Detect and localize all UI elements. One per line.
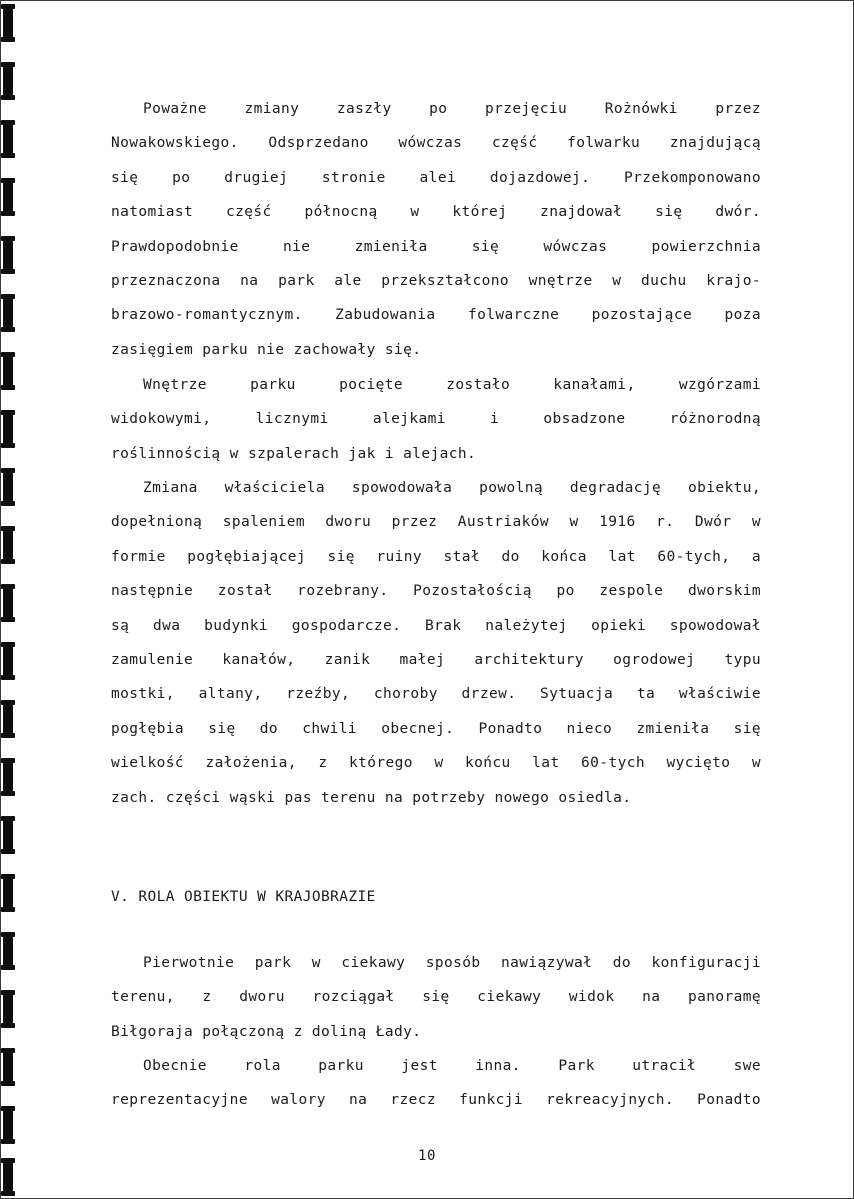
text-line: Biłgoraja połączoną z doliną Łady. — [111, 1023, 422, 1040]
text-line: zasięgiem parku nie zachowały się. — [111, 341, 422, 358]
text-line: Pierwotnie park w ciekawy sposób nawiązywał do konfiguracji — [143, 955, 761, 971]
binding-hole — [3, 64, 13, 98]
binding-hole — [3, 1160, 13, 1194]
paragraph-current-role — [111, 1049, 761, 1118]
binding-hole — [3, 818, 13, 852]
binding-hole — [3, 122, 13, 156]
text-line: zamulenie kanałów, zanik małej architektury ogrodowej typu — [111, 651, 761, 668]
text-line: widokowymi, licznymi alejkami i obsadzone różnorodną — [111, 411, 761, 428]
text-line: Obecnie rola parku jest inna. Park utracił swe — [143, 1058, 761, 1074]
page-number: 10 — [417, 1148, 437, 1164]
text-line: formie pogłębiającej się ruiny stał do końca lat 60-tych, a — [111, 548, 761, 565]
binding-hole — [3, 6, 13, 40]
text-line: Wnętrze parku pocięte zostało kanałami, wzgórzami — [143, 377, 761, 393]
binding-hole — [3, 1050, 13, 1084]
text-line: pogłębia się do chwili obecnej. Ponadto nieco zmieniła się — [111, 720, 761, 737]
text-line: natomiast część północną w której znajdował się dwór. — [111, 204, 761, 221]
binding-hole — [3, 1108, 13, 1142]
binding-hole — [3, 470, 13, 504]
binding-hole — [3, 702, 13, 736]
text-line: Prawdopodobnie nie zmieniła się wówczas powierzchnia — [111, 238, 761, 255]
paragraph-degradation — [111, 471, 761, 815]
paragraph-park-interior — [111, 368, 761, 471]
text-line: roślinnością w szpalerach jak i alejach. — [111, 445, 477, 462]
text-line: mostki, altany, rzeźby, choroby drzew. Sytuacja ta właściwie — [111, 686, 761, 703]
text-line: reprezentacyjne walory na rzecz funkcji rekreacyjnych. Ponadto — [111, 1092, 761, 1109]
section-heading: V. ROLA OBIEKTU W KRAJOBRAZIE — [111, 889, 376, 905]
binding-hole — [3, 760, 13, 794]
binding-holes — [0, 0, 18, 1199]
text-line: są dwa budynki gospodarcze. Brak należytej opieki spowodował — [111, 617, 761, 634]
text-line: następnie został rozebrany. Pozostałością po zespole dworskim — [111, 583, 761, 600]
binding-hole — [3, 412, 13, 446]
text-line: wielkość założenia, z którego w końcu lat 60-tych wycięto w — [111, 755, 761, 772]
binding-hole — [3, 876, 13, 910]
binding-hole — [3, 238, 13, 272]
binding-hole — [3, 992, 13, 1026]
text-line: Poważne zmiany zaszły po przejęciu Rożnówki przez — [143, 101, 761, 117]
text-line: zach. części wąski pas terenu na potrzeby nowego osiedla. — [111, 789, 632, 806]
binding-hole — [3, 586, 13, 620]
binding-hole — [3, 180, 13, 214]
binding-hole — [3, 528, 13, 562]
text-line: się po drugiej stronie alei dojazdowej. Przekomponowano — [111, 169, 761, 186]
binding-hole — [3, 644, 13, 678]
text-line: Nowakowskiego. Odsprzedano wówczas część folwarku znajdującą — [111, 135, 761, 152]
text-line: dopełnioną spaleniem dworu przez Austriaków w 1916 r. Dwór w — [111, 514, 761, 531]
paragraph-original-role — [111, 946, 761, 1049]
text-line: brazowo-romantycznym. Zabudowania folwarczne pozostające poza — [111, 307, 761, 324]
binding-hole — [3, 934, 13, 968]
text-line: przeznaczona na park ale przekształcono wnętrze w duchu krajo- — [111, 272, 761, 289]
binding-hole — [3, 354, 13, 388]
paragraph-park-transformation — [111, 92, 761, 367]
binding-hole — [3, 296, 13, 330]
text-line: Zmiana właściciela spowodowała powolną degradację obiektu, — [143, 480, 761, 496]
text-line: terenu, z dworu rozciągał się ciekawy widok na panoramę — [111, 989, 761, 1006]
